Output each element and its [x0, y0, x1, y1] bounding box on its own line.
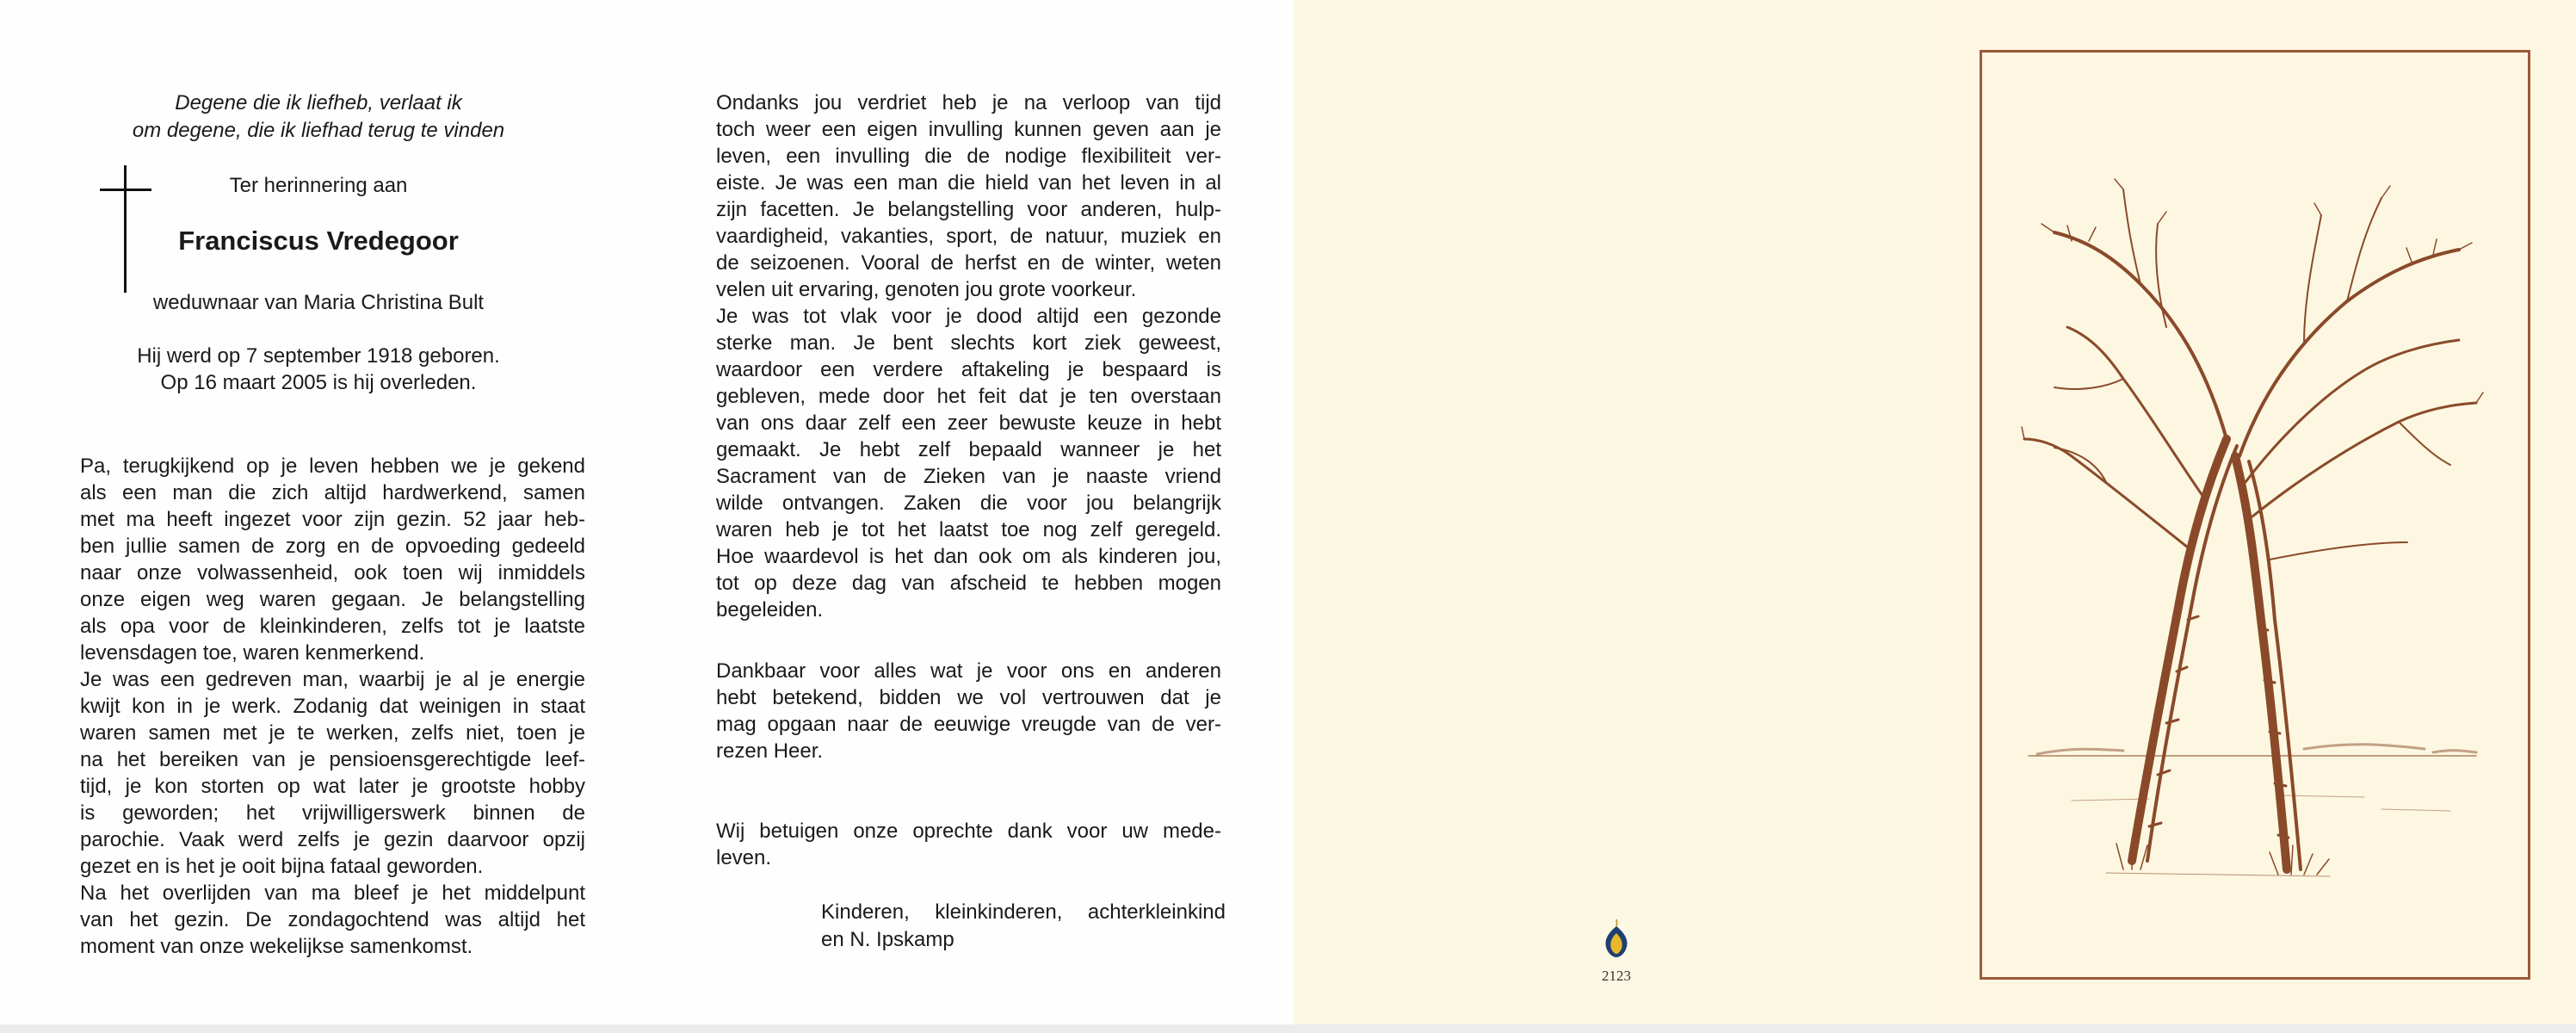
widower-line: weduwnaar van Maria Christina Bult [152, 291, 485, 314]
text-line: hebt betekend, bidden we vol vertrouwen dat je [716, 686, 1221, 709]
text-line: van het gezin. De zondagochtend was altijd het [80, 908, 585, 931]
death-date-line: Op 16 maart 2005 is hij overleden. [160, 371, 477, 394]
text-line: van ons daar zelf een zeer bewuste keuze in hebt [716, 411, 1221, 435]
memorial-text-left [80, 453, 585, 960]
text-line: rezen Heer. [716, 739, 824, 763]
cross-icon-bar [100, 189, 151, 191]
text-line: Hoe waardevol is het dan ook om als kinderen jou, [716, 545, 1221, 568]
life-dates [112, 343, 525, 396]
birch-trees-illustration [2020, 155, 2485, 912]
text-line: Na het overlijden van ma bleef je het middelpunt [80, 881, 585, 905]
memorial-text-right [716, 90, 1221, 623]
card-page-front [1934, 0, 2576, 1024]
signature [821, 899, 1226, 954]
text-line: waren heb je tot het laatst toe nog zelf geregeld. [716, 518, 1221, 541]
motto [103, 90, 534, 145]
text-line: gemaakt. Je hebt zelf bepaald wanneer je het [716, 438, 1221, 461]
birth-date-line: Hij werd op 7 september 1918 geboren. [137, 344, 500, 368]
text-line: gebleven, mede door het feit dat je ten overstaan [716, 385, 1221, 408]
card-number: 2123 [1602, 968, 1631, 984]
gratitude-paragraph [716, 658, 1221, 764]
remembrance-intro: Ter herinnering aan [229, 174, 408, 197]
text-line: waren samen met je te werken, zelfs niet, toen je [80, 721, 585, 745]
text-line: is geworden; het vrijwilligerswerk binnen de [80, 801, 585, 825]
motto-line: Degene die ik liefheb, verlaat ik [175, 91, 462, 114]
text-line: Sacrament van de Zieken van je naaste vriend [716, 465, 1221, 488]
signature-line: Kinderen, kleinkinderen, achterkleinkind [821, 900, 1226, 924]
deceased-name: Franciscus Vredegoor [178, 226, 459, 256]
text-line: velen uit ervaring, genoten jou grote voorkeur. [716, 278, 1137, 301]
text-line: Je was tot vlak voor je dood altijd een gezonde [716, 305, 1221, 328]
text-line: Je was een gedreven man, waarbij je al je energie [80, 668, 585, 691]
text-line: vaardigheid, vakanties, sport, de natuur, muziek en [716, 225, 1221, 248]
scan-edge [0, 1024, 2576, 1033]
text-line: moment van onze wekelijkse samenkomst. [80, 935, 473, 958]
card-page-middle [654, 0, 1293, 1024]
signature-line: en N. Ipskamp [821, 928, 954, 951]
card-page-back [1293, 0, 1934, 1024]
text-line: waardoor een verdere aftakeling je bespaard is [716, 358, 1221, 381]
text-line: toch weer een eigen invulling kunnen geven aan je [716, 118, 1221, 141]
text-line: gezet en is het je ooit bijna fataal geworden. [80, 855, 484, 878]
cross-icon [124, 165, 127, 293]
text-line: begeleiden. [716, 598, 824, 622]
text-line: eiste. Je was een man die hield van het leven in al [716, 171, 1221, 195]
text-line: na het bereiken van je pensioensgerechtigde leef- [80, 748, 585, 771]
text-line: onze eigen weg waren gegaan. Je belangstelling [80, 588, 585, 611]
text-line: zijn facetten. Je belangstelling voor anderen, hulp- [716, 198, 1221, 221]
motto-line: om degene, die ik liefhad terug te vinden [132, 119, 505, 142]
text-line: wilde ontvangen. Zaken die voor jou belangrijk [716, 492, 1221, 515]
text-line: Pa, terugkijkend op je leven hebben we je gekend [80, 455, 585, 478]
flame-drop-icon [1599, 918, 1634, 959]
text-line: mag opgaan naar de eeuwige vreugde van de ver- [716, 713, 1221, 736]
text-line: kwijt kon in je werk. Zodanig dat weinigen in staat [80, 695, 585, 718]
text-line: leven, een invulling die de nodige flexibiliteit ver- [716, 145, 1221, 168]
card-page-left [0, 0, 654, 1024]
text-line: de seizoenen. Vooral de herfst en de winter, weten [716, 251, 1221, 275]
text-line: sterke man. Je bent slechts kort ziek geweest, [716, 331, 1221, 355]
text-line: als opa voor de kleinkinderen, zelfs tot je laatste [80, 615, 585, 638]
text-line: met ma heeft ingezet voor zijn gezin. 52 jaar heb- [80, 508, 585, 531]
text-line: parochie. Vaak werd zelfs je gezin daarvoor opzij [80, 828, 585, 851]
text-line: als een man die zich altijd hardwerkend, samen [80, 481, 585, 504]
text-line: Dankbaar voor alles wat je voor ons en anderen [716, 659, 1221, 683]
text-line: Ondanks jou verdriet heb je na verloop van tijd [716, 91, 1221, 114]
thanks-paragraph [716, 818, 1221, 871]
text-line: leven. [716, 846, 772, 869]
text-line: tijd, je kon storten op wat later je grootste hobby [80, 775, 585, 798]
text-line: naar onze volwassenheid, ook toen wij inmiddels [80, 561, 585, 585]
text-line: tot op deze dag van afscheid te hebben mogen [716, 572, 1221, 595]
text-line: ben jullie samen de zorg en de opvoeding gedeeld [80, 535, 585, 558]
text-line: Wij betuigen onze oprechte dank voor uw mede- [716, 820, 1221, 843]
text-line: levensdagen toe, waren kenmerkend. [80, 641, 425, 665]
